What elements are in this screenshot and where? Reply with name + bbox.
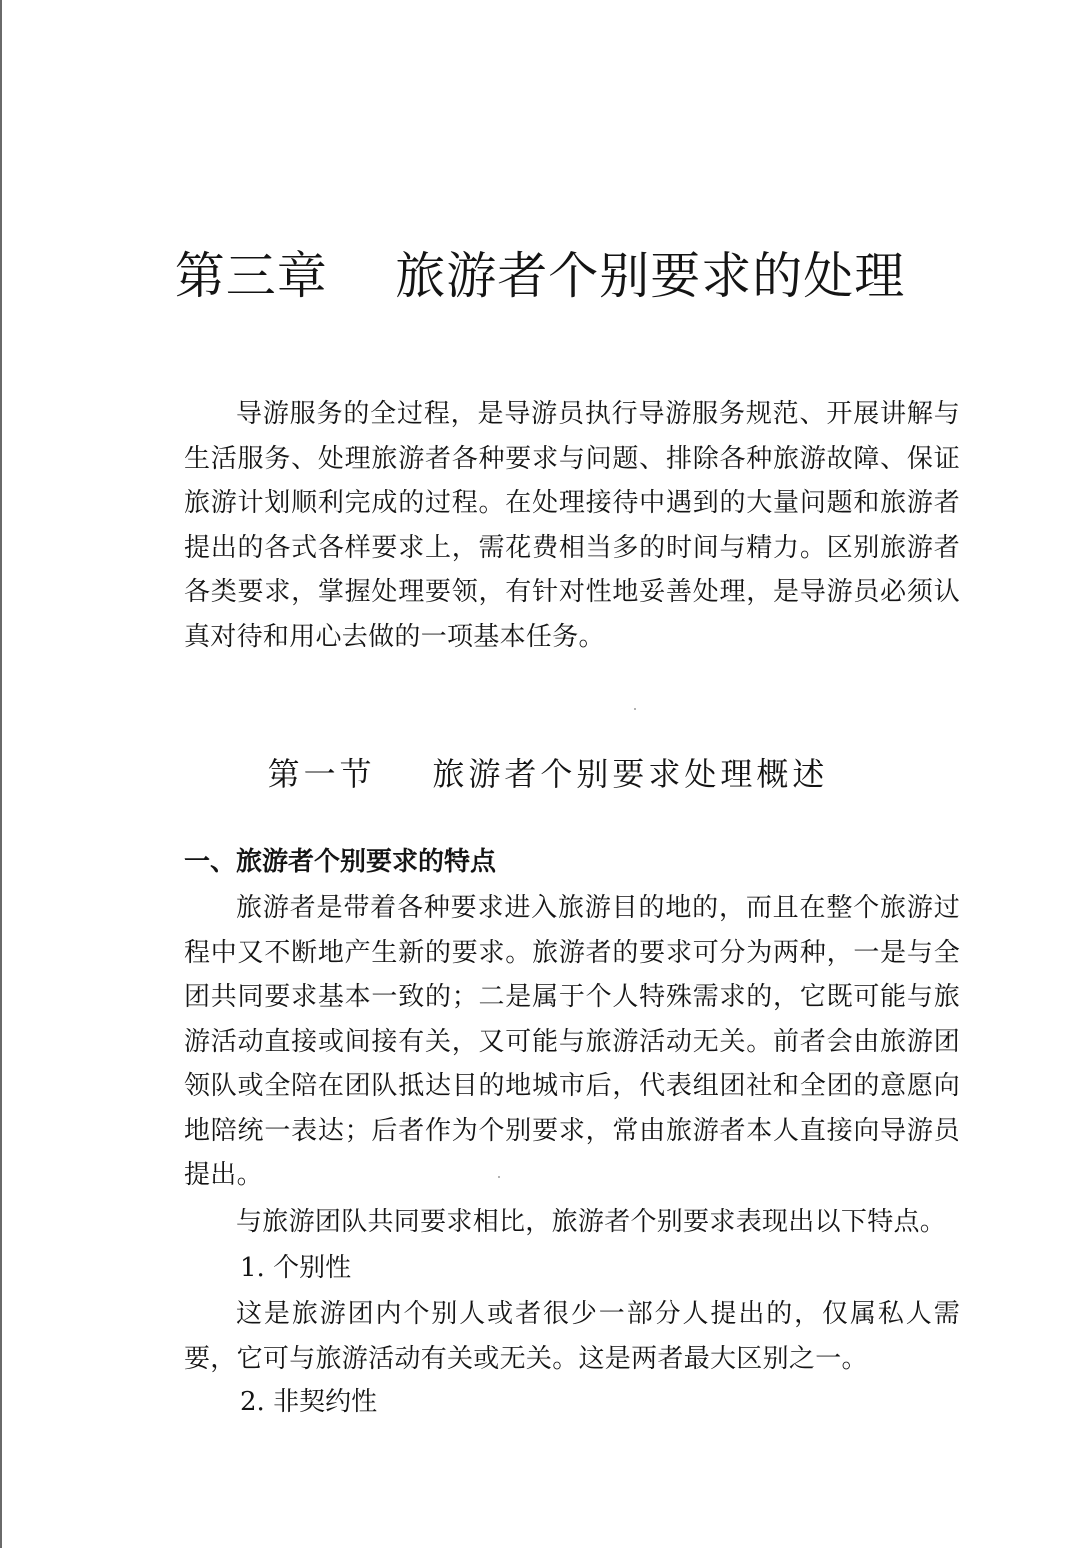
body-paragraph-1: 旅游者是带着各种要求进入旅游目的地的，而且在整个旅游过程中又不断地产生新的要求。旅游者的要求可分为两种，一是与全团共同要求基本一致的；二是属于个人特殊需求的，它既可能与旅游活动直接或间接有关，又可能与旅游活动无关。前者会由旅游团领队或全陪在团队抵达目的地城市后，代表组团社和全团的意愿向地陪统一表达；后者作为个别要求，常由旅游者本人直接向导游员提出。 [184,893,960,1190]
item-1-text: 这是旅游团内个别人或者很少一部分人提出的，仅属私人需要，它可与旅游活动有关或无关。这是两者最大区别之一。 [184,1299,960,1374]
chapter-title: 第三章 旅游者个别要求的处理 [174,247,906,305]
scan-speck [498,1176,500,1178]
scan-speck [634,708,636,710]
item-2-label: 2. 非契约性 [240,1387,378,1417]
subsection-heading: 一、旅游者个别要求的特点 [184,847,497,877]
section-title: 第一节 旅游者个别要求处理概述 [267,755,829,793]
body-paragraph-2: 与旅游团队共同要求相比，旅游者个别要求表现出以下特点。 [236,1207,947,1237]
intro-paragraph: 导游服务的全过程，是导游员执行导游服务规范、开展讲解与生活服务、处理旅游者各种要求与问题、排除各种旅游故障、保证旅游计划顺利完成的过程。在处理接待中遇到的大量问题和旅游者提出的各式各样要求上，需花费相当多的时间与精力。区别旅游者各类要求，掌握处理要领，有针对性地妥善处理，是导游员必须认真对待和用心去做的一项基本任务。 [184,399,960,652]
item-1-label: 1. 个别性 [240,1253,352,1283]
